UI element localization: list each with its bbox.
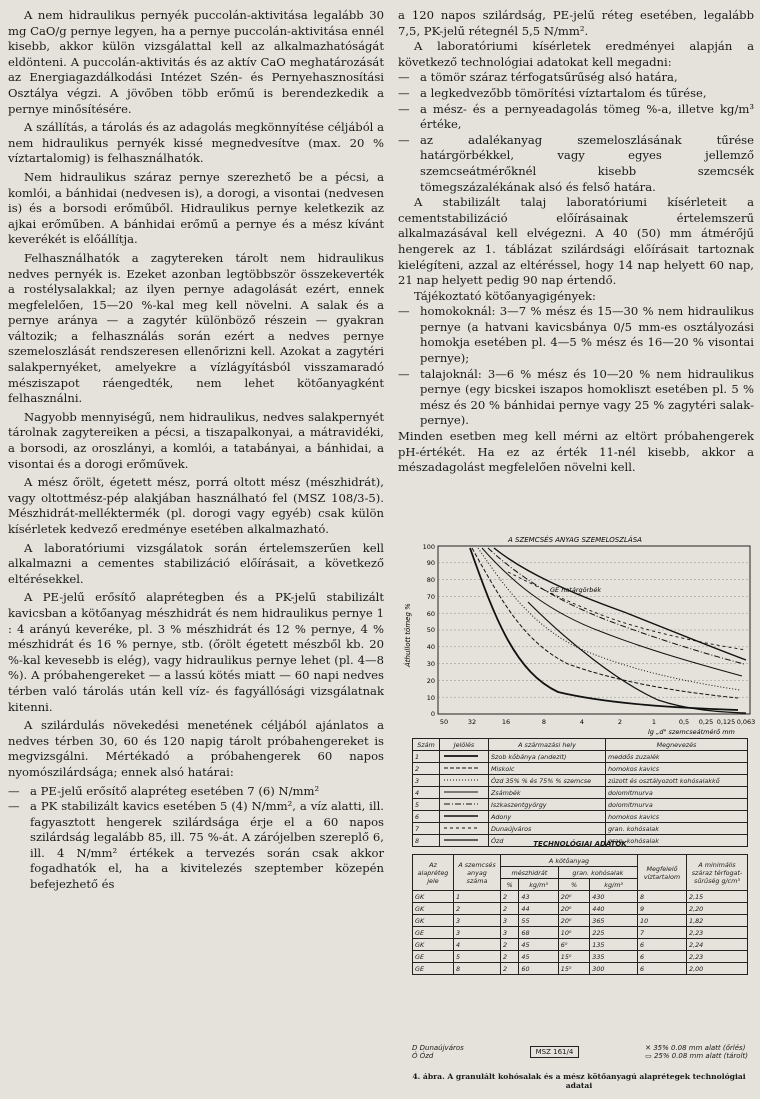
curve-2: [472, 548, 738, 698]
col-header: Megfelelő víztartalom: [638, 855, 687, 891]
cell: GK: [413, 903, 454, 915]
line-style-cell: [440, 799, 489, 811]
table-row: [413, 903, 748, 915]
table-row: [413, 799, 748, 811]
col-header: Megnevezés: [606, 739, 748, 751]
col-header: Az alapréteg jele: [413, 855, 454, 891]
cell: 6: [638, 939, 687, 951]
cell: 2: [501, 963, 519, 975]
paragraph: a 120 napos szilárdság, PE-jelű réteg esetében, legalább 7,5, PK-jelű rétegnél 5,5 N/mm².: [398, 8, 754, 38]
col-header: mészhidrát: [501, 867, 559, 879]
y-tick-label: 60: [426, 610, 435, 618]
note-ozd: Ó Ózd: [412, 1052, 434, 1060]
cell: 2: [501, 891, 519, 903]
table-row: [413, 939, 748, 951]
cell: 3: [501, 927, 519, 939]
table-row: [413, 915, 748, 927]
col-header: gran. kohósalak: [558, 867, 637, 879]
col-header: A kötőanyag: [501, 855, 638, 867]
paragraph: A mész őrölt, égetett mész, porrá oltott mész (mészhidrát), vagy oltottmész-pép alakjában használható fel (MSZ 108/3-5). Mészhidrát-melléktermék (pl. dorogi vagy egyéb) csak külön kísérletek kedvező eredménye esetében alkalmazható.: [8, 475, 384, 536]
cell: Ózd 35% % és 75% % szemcse: [489, 775, 606, 787]
cell: 5: [454, 951, 501, 963]
cell: 3: [501, 915, 519, 927]
paragraph: Nagyobb mennyiségű, nem hidraulikus, nedves salakpernyét tárolnak zagytereiken a pécsi, a tiszapalkonyai, a mátravidéki, a borsodi, az oroszlányi, a komlói, a tatabányai, a bánhidai, a visontai és a dorogi erőművek.: [8, 409, 384, 471]
cell: 2,00: [687, 963, 748, 975]
cell: 2: [454, 903, 501, 915]
list-item-text: az adalékanyag szemeloszlásának tűrése határgörbékkel, vagy egyes jellemző szemcseátmérőknél kisebb szemcsék tömegszázalékának alsó és felső határa.: [420, 132, 754, 194]
cell: 2: [413, 763, 440, 775]
cell: dolomitmurva: [606, 799, 748, 811]
col-header: Jelölés: [440, 739, 489, 751]
cell: Iszkaszentgyörgy: [489, 799, 606, 811]
cell: 55: [519, 915, 558, 927]
cell: 6: [413, 811, 440, 823]
x-ticks: [440, 718, 755, 726]
cell: GK: [413, 891, 454, 903]
note-25: ▭ 25% 0.08 mm alatt (tárolt): [645, 1052, 748, 1060]
cell: GE: [413, 963, 454, 975]
cell: zúzott és osztályozott kohósalakkő: [606, 775, 748, 787]
cell: GE: [413, 927, 454, 939]
cell: 1,82: [687, 915, 748, 927]
table-row: [413, 823, 748, 835]
cell: 430: [590, 891, 638, 903]
paragraph: Nem hidraulikus száraz pernye szerezhető be a pécsi, a komlói, a bánhidai (nedvesen is), a dorogi, a visontai (nedvesen is) és a borsodi erőműből. Hidraulikus pernye keletkezik az ajkai erőműben. A bánhidai erőmű a pernye és a mész kívánt keverékét is előállítja.: [8, 169, 384, 247]
cell: 15⁰: [558, 963, 590, 975]
cell: 68: [519, 927, 558, 939]
legend-table: [412, 738, 748, 847]
cell: 3: [413, 775, 440, 787]
cell: Szob kőbánya (andezit): [489, 751, 606, 763]
line-style-cell: [440, 763, 489, 775]
curve-4: [482, 548, 742, 676]
list-item-text: a PK stabilizált kavics esetében 5 (4) N/mm², a víz alatti, ill. fagyasztott hengerek szilárdsága érje el a 60 napos szilárdság legalább 85, ill. 75 %-át. A zárójelben szereplő 6, ill. 4 N/mm² értékek a tervezés során csak akkor fogadhatók el, ha a kivitelezés szeptember közepén befejezhető és: [30, 799, 384, 892]
list-item-text: a mész- és a pernyeadagolás tömeg %-a, illetve kg/m³ értéke,: [420, 101, 754, 132]
y-tick-label: 0: [430, 710, 435, 718]
cell: 45: [519, 951, 558, 963]
paragraph: A szilárdulás növekedési menetének céljából ajánlatos a nedves térben 30, 60 és 120 napig tárolt próbahengereket is megvizsgálni. Mértékadó a próbahengerek 60 napos nyomószilárdsága; ennek alsó határai:: [8, 718, 384, 779]
cell: 6: [638, 951, 687, 963]
cell: homokos kavics: [606, 811, 748, 823]
list-item-text: talajoknál: 3—6 % mész és 10—20 % nem hidraulikus pernye (egy bicskei iszapos homokliszt esetében pl. 5 % mész és 20 % bánhidai pernye vagy 25 % zagytéri salak-pernye).: [420, 366, 754, 428]
paragraph: A stabilizált talaj laboratóriumi kísérleteit a cementstabilizáció előírásainak értelemszerű alkalmazásával kell elvégezni. A 40 (50) mm átmérőjű hengerek az 1. táblázat szilárdsági előírásait tartoznak kielégíteni, azzal az eltéréssel, hogy 14 nap helyett 60 nap, 21 nap helyett pedig 90 nap értendő.: [398, 195, 754, 288]
list-item: — talajoknál: 3—6 % mész és 10—20 % nem hidraulikus pernye (egy bicskei iszapos homokliszt esetében pl. 5 % mész és 20 % bánhidai pernye vagy 25 % zagytéri salak-pernye).: [398, 366, 754, 428]
cell: gran. kohósalak: [606, 823, 748, 835]
y-tick-label: 100: [422, 543, 435, 551]
y-tick-label: 50: [426, 626, 435, 634]
figure-caption: 4. ábra. A granulált kohósalak és a mész kötőanyagú alaprétegek technológiai adatai: [412, 1072, 746, 1090]
list-item: — a tömör száraz térfogatsűrűség alsó határa,: [398, 70, 754, 86]
cell: 2,23: [687, 951, 748, 963]
x-tick-label: 0,063: [736, 718, 756, 726]
technology-table: [412, 854, 748, 975]
y-tick-label: 20: [426, 677, 435, 685]
cell: 60: [519, 963, 558, 975]
cell: 335: [590, 951, 638, 963]
list-item: — a mész- és a pernyeadagolás tömeg %-a, illetve kg/m³ értéke,: [398, 101, 754, 132]
list-item: — a PK stabilizált kavics esetében 5 (4) N/mm², a víz alatti, ill. fagyasztott hengerek szilárdsága érje el a 60 napos szilárdság legalább 85, ill. 75 %-át. A zárójelben szereplő 6, ill. 4 N/mm² értékek a tervezés során csak akkor fogadhatók el, ha a kivitelezés szeptember közepén befejezhető és: [8, 799, 384, 892]
y-tick-label: 40: [426, 643, 435, 651]
x-tick-label: 0,25: [698, 718, 714, 726]
cell: 10: [638, 915, 687, 927]
cell: 2,23: [687, 927, 748, 939]
list-item: — homokoknál: 3—7 % mész és 15—30 % nem hidraulikus pernye (a hatvani kavicsbánya 0/5 mm-es osztályozási homokja esetében pl. 4—5 % mész és 16—20 % visontai pernye);: [398, 304, 754, 366]
cell: 8: [638, 891, 687, 903]
table-row: [413, 951, 748, 963]
cell: 135: [590, 939, 638, 951]
cell: meddős zuzalék: [606, 751, 748, 763]
paragraph: A PE-jelű erősítő alaprétegben és a PK-jelű stabilizált kavicsban a kötőanyag mészhidrát és nem hidraulikus pernye 1 : 4 arányú keveréke, pl. 3 % mészhidrát és 12 % pernye, 4 % mészhidrát és 16 % pernye, stb. (őrölt égetett mészből kb. 20 %-kal kevesebb is elég), vagy hidraulikus pernye lehet (pl. 4—8 %). A próbahengereket — a lassú kötés miatt — 60 napi nedves térben való tárolás után kell víz- és fagyállósági vizsgálatnak kitenni.: [8, 590, 384, 714]
cell: 3: [454, 915, 501, 927]
cell: 7: [413, 823, 440, 835]
cell: 5: [413, 799, 440, 811]
line-style-cell: [440, 811, 489, 823]
cell: 7: [638, 927, 687, 939]
cell: Miskolc: [489, 763, 606, 775]
cell: 1: [413, 751, 440, 763]
cell: 225: [590, 927, 638, 939]
y-tick-label: 70: [426, 593, 435, 601]
x-axis-label: lg „d" szemcseátmérő mm: [648, 728, 735, 736]
cell: 9: [638, 903, 687, 915]
paragraph: A szállítás, a tárolás és az adagolás megkönnyítése céljából a nem hidraulikus pernyék kissé megnedvesítve (max. 20 % víztartalomig) is felhasználhatók.: [8, 120, 384, 166]
col-header: kg/m³: [590, 879, 638, 891]
col-header: A szemcsés anyag száma: [454, 855, 501, 891]
col-header: %: [558, 879, 590, 891]
cell: 45: [519, 939, 558, 951]
x-tick-label: 4: [579, 718, 585, 726]
cell: 2,15: [687, 891, 748, 903]
list-item-text: a legkedvezőbb tömörítési víztartalom és tűrése,: [420, 85, 707, 100]
grading-chart: [398, 532, 758, 738]
paragraph: Minden esetben meg kell mérni az eltört próbahengerek pH-értékét. Ha ez az érték 11-nél kisebb, akkor a mészadagolást megfelelően növelni kell.: [398, 429, 754, 475]
cell: 440: [590, 903, 638, 915]
table-row: [413, 787, 748, 799]
cell: 20⁰: [558, 915, 590, 927]
table-row: [413, 927, 748, 939]
cell: homokos kavics: [606, 763, 748, 775]
figure: [398, 532, 758, 1092]
x-tick-label: 32: [467, 718, 477, 726]
curve-6: [494, 548, 746, 660]
x-tick-label: 2: [617, 718, 623, 726]
cell: GK: [413, 939, 454, 951]
chart-title: A SZEMCSÉS ANYAG SZEMELOSZLÁSA: [508, 536, 642, 544]
col-header: kg/m³: [519, 879, 558, 891]
cell: 44: [519, 903, 558, 915]
cell: 43: [519, 891, 558, 903]
tech-table-title: TECHNOLÓGIAI ADATOK: [533, 840, 627, 848]
cell: Zsámbék: [489, 787, 606, 799]
paragraph: Tájékoztató kötőanyagigények:: [414, 288, 596, 303]
cell: 8: [413, 835, 440, 847]
list-item: — a PE-jelű erősítő alapréteg esetében 7 (6) N/mm²: [8, 784, 384, 800]
list-item-text: homokoknál: 3—7 % mész és 15—30 % nem hidraulikus pernye (a hatvani kavicsbánya 0/5 mm-es osztályozási homokja esetében pl. 4—5 % mész és 16—20 % visontai pernye);: [420, 304, 754, 366]
curve-5: [488, 548, 744, 664]
cell: 2: [501, 903, 519, 915]
y-axis-label: Áthullott tömeg %: [404, 603, 412, 667]
cell: 4: [413, 787, 440, 799]
table-row: [413, 751, 748, 763]
col-header: %: [501, 879, 519, 891]
line-style-cell: [440, 751, 489, 763]
list-item-text: a PE-jelű erősítő alapréteg esetében 7 (6) N/mm²: [30, 783, 320, 798]
cell: 2: [501, 939, 519, 951]
x-tick-label: 16: [501, 718, 511, 726]
left-column: [8, 8, 384, 893]
table-row: [413, 775, 748, 787]
paragraph: Felhasználhatók a zagytereken tárolt nem hidraulikus nedves pernyék is. Ezeket azonban legtöbbször összekeverték a rostélysalakkal; az ilyen pernye adagolását ezért, ennek megfelelően, 15—20 %-kal meg kell növelni. A salak és a pernye aránya — a zagytér különböző részein — gyakran változik; a felhasználás során ezért a nedves pernye szemeloszlását rendszeresen ellenőrizni kell. Azokat a zagytéri salakpernyéket, amelyekre a vízlágyításból visszamaradó mésziszapot ráengedték, nem lehet kötőanyagként felhasználni.: [8, 250, 384, 406]
table-row: [413, 963, 748, 975]
tech-header-row: [413, 855, 748, 867]
line-style-cell: [440, 787, 489, 799]
note-35: ✕ 35% 0.08 mm alatt (őrlés): [645, 1044, 746, 1052]
list-item: — az adalékanyag szemeloszlásának tűrése határgörbékkel, vagy egyes jellemző szemcseátmérőknél kisebb szemcsék tömegszázalékának alsó és felső határa.: [398, 132, 754, 194]
curve-label: GE határgörbék: [550, 586, 602, 594]
y-ticks: [423, 543, 435, 718]
paragraph: A nem hidraulikus pernyék puccolán-aktivitása legalább 30 mg CaO/g pernye legyen, ha a pernye puccolán-aktivitása ennél kisebb, akkor külön vizsgálattal kell az alkalmazhatóságát eldönteni. A puccolán-aktivitás és az aktív CaO meghatározását az Energiagazdálkodási Intézet Szén- és Pernyehasznosítási Osztálya végzi. A jövőben több erőmű is berendezkedik a pernye minősítésére.: [8, 8, 384, 116]
line-style-cell: [440, 775, 489, 787]
curves: [470, 548, 746, 713]
curve-7: [508, 572, 746, 650]
cell: 15⁰: [558, 951, 590, 963]
cell: 20⁰: [558, 903, 590, 915]
x-tick-label: 50: [439, 718, 449, 726]
line-style-cell: [440, 823, 489, 835]
col-header: A származási hely: [489, 739, 606, 751]
x-tick-label: 1: [651, 718, 657, 726]
y-tick-label: 10: [426, 694, 435, 702]
right-column: [398, 8, 754, 476]
cell: Ózd: [489, 835, 606, 847]
cell: 2: [501, 951, 519, 963]
cell: Dunaújváros: [489, 823, 606, 835]
cell: 10⁰: [558, 927, 590, 939]
standard-box: MSZ 161/4: [530, 1046, 580, 1058]
paragraph: A laboratóriumi kísérletek eredményei alapján a következő technológiai adatokat kell megadni:: [398, 39, 754, 69]
cell: 6: [638, 963, 687, 975]
cell: 2,20: [687, 903, 748, 915]
table-row: [413, 763, 748, 775]
curve-8: [528, 602, 746, 713]
y-tick-label: 90: [426, 559, 435, 567]
cell: 20⁰: [558, 891, 590, 903]
y-tick-label: 30: [426, 660, 435, 668]
col-header: A minimális száraz térfogat-sűrűség g/cm³: [687, 855, 748, 891]
cell: GE: [413, 951, 454, 963]
y-tick-label: 80: [426, 576, 435, 584]
paragraph: A laboratóriumi vizsgálatok során értelemszerűen kell alkalmazni a cementes stabilizáció előírásait, a következő eltérésekkel.: [8, 540, 384, 586]
table-row: [413, 891, 748, 903]
x-tick-label: 0,5: [678, 718, 690, 726]
cell: 4: [454, 939, 501, 951]
cell: Adony: [489, 811, 606, 823]
cell: GK: [413, 915, 454, 927]
x-tick-label: 0,125: [716, 718, 736, 726]
grid-lines: [438, 563, 750, 697]
cell: dolomitmurva: [606, 787, 748, 799]
cell: 8: [454, 963, 501, 975]
table-row: [413, 811, 748, 823]
cell: 1: [454, 891, 501, 903]
legend-header-row: [413, 739, 748, 751]
x-tick-label: 8: [541, 718, 547, 726]
list-item: — a legkedvezőbb tömörítési víztartalom és tűrése,: [398, 86, 754, 102]
cell: 2,24: [687, 939, 748, 951]
cell: 300: [590, 963, 638, 975]
col-header: Szám: [413, 739, 440, 751]
cell: 365: [590, 915, 638, 927]
cell: 6⁰: [558, 939, 590, 951]
cell: 3: [454, 927, 501, 939]
curve-3: [478, 548, 740, 690]
note-dunaujvaros: D Dunaújváros: [412, 1044, 464, 1052]
figure-notes: [412, 1044, 748, 1060]
list-item-text: a tömör száraz térfogatsűrűség alsó határa,: [420, 70, 678, 85]
cell: gran. kohósalak: [606, 835, 748, 847]
curve-1: [470, 548, 738, 710]
